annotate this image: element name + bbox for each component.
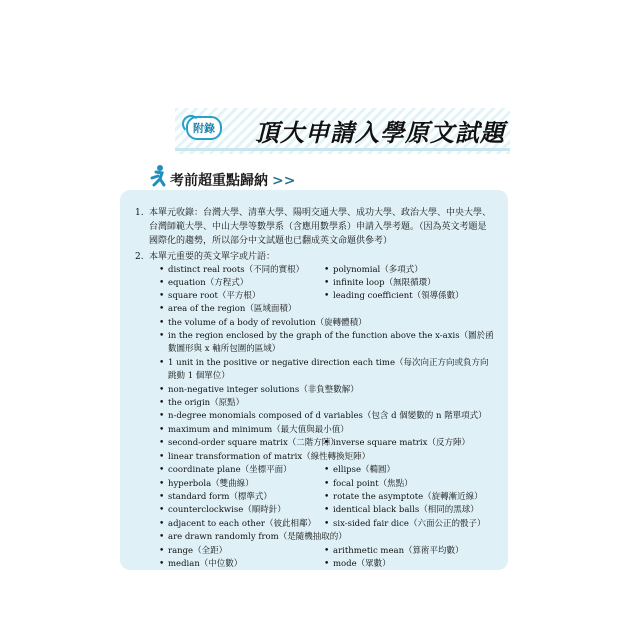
section-title-text: 考前超重點歸納 [170, 173, 268, 189]
vocab-item: • mode（眾數） [333, 558, 391, 571]
vocab-item: • linear transformation of matrix（線性轉換矩陣） [168, 451, 370, 464]
point-1-text: 本單元收錄：台灣大學、清華大學、陽明交通大學、成功大學、政治大學、中央大學、台灣師範大學、中山大學等數學系（含應用數學系）申請入學考題。（因為英文考題是國際化的趨勢，所以部分中文試題也已翻成英文命題供參考） [149, 208, 492, 246]
point-1 [135, 206, 495, 248]
vocab-item: • hyperbola（雙曲線） [168, 478, 254, 491]
vocab-item: • rotate the asymptote（旋轉漸近線） [333, 491, 483, 504]
section-title [170, 170, 295, 190]
vocab-item: • second-order square matrix（二階方陣） [168, 437, 339, 450]
runner-icon [146, 164, 170, 188]
page-title: 頂大申請入學原文試題 [255, 118, 505, 147]
vocab-item: • the origin（原點） [168, 397, 244, 410]
vocab-item: • adjacent to each other（彼此相鄰） [168, 518, 316, 531]
vocab-item: • arithmetic mean（算術平均數） [333, 545, 464, 558]
section-arrows: >> [272, 173, 296, 189]
vocab-item: • six-sided fair dice（六面公正的骰子） [333, 518, 485, 531]
vocab-item: • 1 unit in the positive or negative direction each time（每次向正方向或負方向跳動 1 個單位） [168, 357, 494, 383]
vocab-item: • identical black balls（相同的黑球） [333, 504, 479, 517]
vocab-item: • median（中位數） [168, 558, 242, 571]
vocab-item: • leading coefficient（領導係數） [333, 290, 464, 303]
vocab-item: • focal point（焦點） [333, 478, 413, 491]
vocab-item: • polynomial（多項式） [333, 264, 423, 277]
vocab-item: • range（全距） [168, 545, 227, 558]
vocab-item: • ellipse（橢圓） [333, 464, 395, 477]
vocab-item: • infinite loop（無限循環） [333, 277, 436, 290]
vocab-item: • maximum and minimum（最大值與最小值） [168, 424, 349, 437]
vocab-item: • counterclockwise（順時針） [168, 504, 286, 517]
point-2-number: 2. [135, 252, 144, 262]
banner-underline [175, 148, 510, 151]
vocab-item: • square root（平方根） [168, 290, 260, 303]
appendix-badge [186, 116, 222, 140]
swirl-icon [182, 115, 200, 133]
vocab-item: • are drawn randomly from（是隨機抽取的） [168, 531, 347, 544]
vocab-item: • standard form（標準式） [168, 491, 272, 504]
vocab-item: • non-negative integer solutions（非負整數解） [168, 384, 359, 397]
vocab-item: • area of the region（區域面積） [168, 303, 296, 316]
appendix-badge-label: 附錄 [193, 122, 215, 135]
vocab-item: • equation（方程式） [168, 277, 248, 290]
point-2-text: 本單元重要的英文單字或片語： [149, 252, 276, 262]
vocab-item: • coordinate plane（坐標平面） [168, 464, 292, 477]
point-2 [135, 250, 495, 264]
vocab-item: • inverse square matrix（反方陣） [333, 437, 470, 450]
vocab-item: • the volume of a body of revolution（旋轉體積） [168, 317, 367, 330]
vocab-item: • n-degree monomials composed of d variables（包含 d 個變數的 n 階單項式） [168, 410, 487, 423]
vocab-item: • distinct real roots（不同的實根） [168, 264, 304, 277]
vocab-item: • in the region enclosed by the graph of the function above the x-axis（圖於函數圖形與 x 軸所包圍的區域） [168, 330, 494, 356]
point-1-number: 1. [135, 208, 144, 218]
